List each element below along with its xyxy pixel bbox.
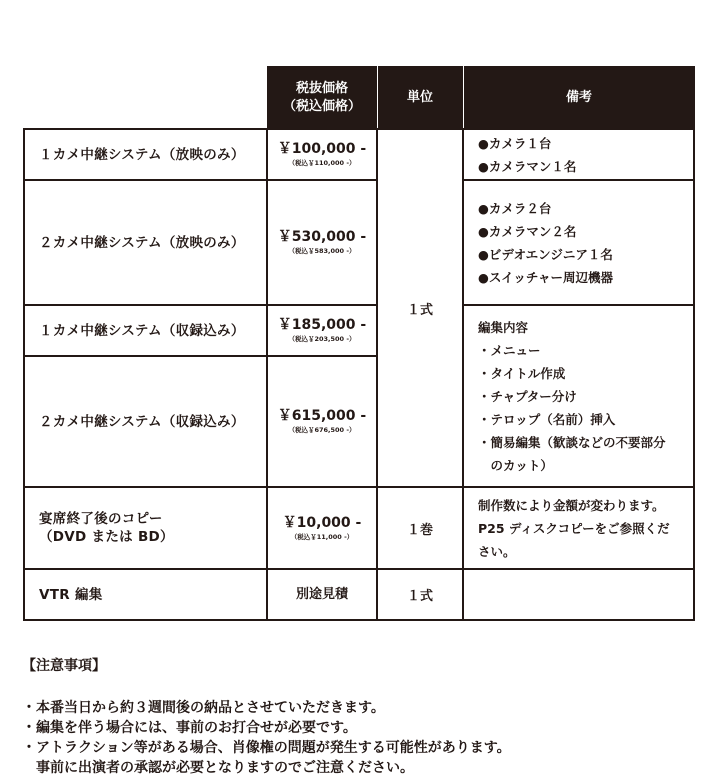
- row-unit: [378, 488, 462, 568]
- note-line: ・メニュー: [478, 342, 541, 358]
- note-line: P25 ディスクコピーをご参照くだ: [478, 520, 670, 536]
- price-tax-included: （税込￥676,500 -）: [288, 426, 356, 434]
- price-main: ￥100,000 -: [277, 141, 367, 157]
- unit-label: １巻: [406, 522, 433, 538]
- note-line: ●ビデオエンジニア１名: [478, 246, 613, 262]
- row-name-label: １カメ中継システム（放映のみ）: [39, 146, 245, 163]
- note-line: ・テロップ（名前）挿入: [478, 411, 616, 427]
- row-unit: [378, 570, 462, 619]
- col-divider: [693, 128, 695, 621]
- unit-label: １式: [406, 302, 433, 318]
- row-notes-editing: [464, 306, 693, 486]
- note-line: ・簡易編集（歓談などの不要部分: [478, 434, 666, 450]
- row-price: [268, 130, 376, 179]
- row-name: [25, 488, 266, 568]
- note-line: のカット）: [478, 457, 553, 473]
- header-notes: [463, 66, 695, 129]
- price-main: ￥185,000 -: [277, 317, 367, 333]
- header-divider: [463, 66, 464, 129]
- price-tax-included: （税込￥110,000 -）: [288, 159, 356, 167]
- note-line: ●スイッチャー周辺機器: [478, 269, 614, 285]
- unit-label: １式: [406, 589, 433, 604]
- row-price: [268, 570, 376, 619]
- price-main: ￥615,000 -: [277, 408, 367, 424]
- price-tax-included: （税込￥11,000 -）: [290, 532, 354, 541]
- note-line: ●カメラマン１名: [478, 158, 577, 174]
- row-notes: [464, 488, 693, 568]
- row-notes: [464, 130, 693, 179]
- row-name: [25, 570, 266, 619]
- row-notes: [464, 181, 693, 304]
- row-price: [268, 306, 376, 355]
- caution-item: ・アトラクション等がある場合、肖像権の問題が発生する可能性があります。: [22, 740, 511, 756]
- note-line: ・チャプター分け: [478, 388, 577, 404]
- price-tax-included: （税込￥203,500 -）: [288, 335, 356, 343]
- row-name-label: VTR 編集: [39, 586, 103, 603]
- row-name-line1: 宴席終了後のコピー: [39, 511, 163, 527]
- note-line: さい。: [478, 543, 516, 559]
- caution-item: 事前に出演者の承認が必要となりますのでご注意ください。: [22, 760, 414, 776]
- row-name: [25, 181, 266, 304]
- header-unit: [377, 66, 463, 129]
- row-name-label: １カメ中継システム（収録込み）: [39, 322, 245, 339]
- caution-item: ・編集を伴う場合には、事前のお打合せが必要です。: [22, 720, 357, 736]
- header-price-line2: （税込価格）: [282, 98, 361, 114]
- row-price: [268, 357, 376, 486]
- price-tax-included: （税込￥583,000 -）: [288, 247, 356, 255]
- price-main: 別途見積: [295, 587, 348, 602]
- unit-merged: [378, 130, 462, 486]
- header-price-line1: 税抜価格: [295, 80, 348, 96]
- note-line: 制作数により金額が変わります。: [478, 497, 665, 513]
- header-unit-label: 単位: [406, 89, 433, 105]
- price-main: ￥530,000 -: [277, 229, 367, 245]
- note-line: ●カメラ２台: [478, 200, 552, 216]
- note-line: ・タイトル作成: [478, 365, 566, 381]
- price-main: ￥10,000 -: [282, 514, 362, 531]
- header-notes-label: 備考: [565, 89, 592, 105]
- caution-item: ・本番当日から約３週間後の納品とさせていただきます。: [22, 700, 385, 716]
- cautions-title: 【注意事項】: [22, 658, 106, 674]
- note-line: ●カメラマン２名: [478, 223, 577, 239]
- row-name: [25, 357, 266, 486]
- row-name-label: ２カメ中継システム（放映のみ）: [39, 234, 245, 251]
- header-divider: [377, 66, 378, 129]
- cautions-list: [22, 698, 511, 778]
- row-name-label: ２カメ中継システム（収録込み）: [39, 413, 245, 430]
- row-name: [25, 130, 266, 179]
- row-price: [268, 488, 376, 568]
- row-price: [268, 181, 376, 304]
- note-heading: 編集内容: [478, 319, 529, 335]
- note-line: ●カメラ１台: [478, 135, 552, 151]
- row-name: [25, 306, 266, 355]
- row-name-line2: （DVD または BD）: [39, 529, 174, 545]
- header-price: [267, 66, 377, 129]
- row-divider: [23, 619, 695, 621]
